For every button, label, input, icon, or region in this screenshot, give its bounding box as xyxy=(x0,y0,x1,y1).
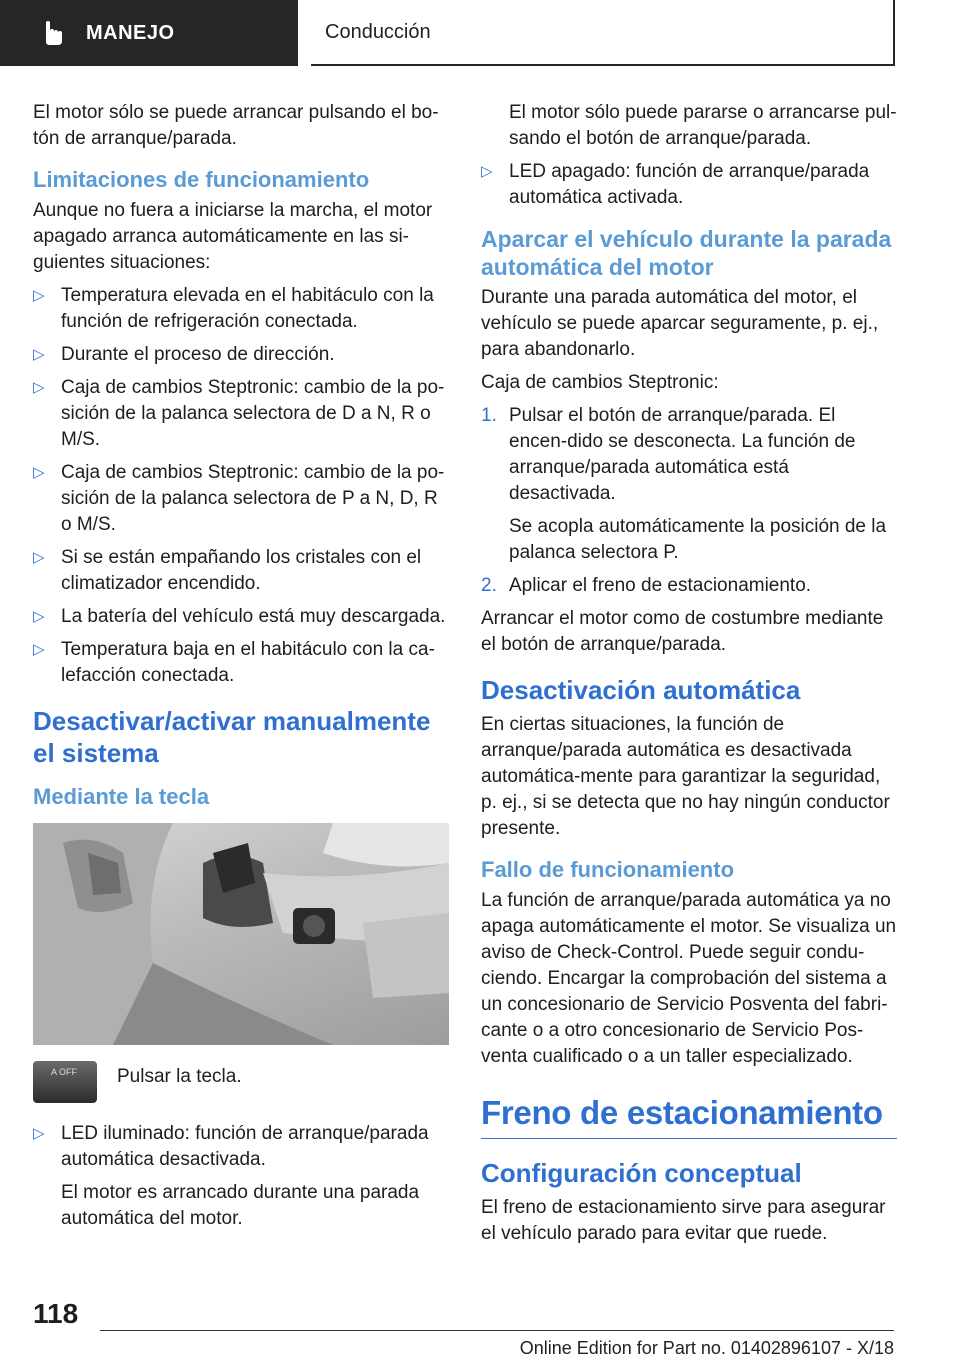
auto-deactivation-heading: Desactivación automática xyxy=(481,675,801,705)
triangle-bullet-icon: ▷ xyxy=(33,287,45,304)
list-item: ▷ Temperatura elevada en el habitáculo con la función de refrigeración conectada. xyxy=(33,285,434,332)
steps-list xyxy=(481,403,897,599)
step-subtext: Se acopla automáticamente la posición de la palanca selectora P. xyxy=(509,516,887,563)
steering-illustration xyxy=(33,823,449,1045)
header-underline xyxy=(0,64,298,66)
list-item: ▷ Caja de cambios Steptronic: cambio de la po-sición de la palanca selectora de P a N, D, R o M/S. xyxy=(33,462,445,535)
concept-heading: Configuración conceptual xyxy=(481,1158,802,1188)
list-item: ▷ Caja de cambios Steptronic: cambio de la po-sición de la palanca selectora de D a N, R o M/S. xyxy=(33,377,445,450)
triangle-bullet-icon: ▷ xyxy=(33,641,45,658)
footer-rule xyxy=(100,1330,894,1331)
auto-start-stop-button-icon: A OFF xyxy=(33,1061,97,1103)
auto-deactivation-text: En ciertas situaciones, la función de arranque/parada automática es desactivada automática-mente para garantizar la seguridad, p. ej., si se detecta que no hay ningún conductor presente. xyxy=(481,714,890,839)
parking-brake-heading: Freno de estacionamiento xyxy=(481,1094,883,1131)
edition-note: Online Edition for Part no. 01402896107 - X/18 xyxy=(519,1338,894,1358)
list-item: ▷ LED iluminado: función de arranque/parada automática desactivada. El motor es arrancado durante una parada automática del motor. xyxy=(33,1121,449,1232)
list-item: ▷ La batería del vehículo está muy descargada. xyxy=(33,604,449,630)
led-off-list xyxy=(481,159,897,211)
triangle-bullet-icon: ▷ xyxy=(33,608,45,625)
manual-heading: Desactivar/activar manualmente el sistema xyxy=(33,706,431,768)
list-item: ▷ Si se están empañando los cristales con el climatizador encendido. xyxy=(33,547,422,594)
malfunction-text: La función de arranque/parada automática ya no apaga automáticamente el motor. Se visualiza un aviso de Check-Control. Puede seguir condu-ciendo. Encargar la comprobación del sistema a un concesionario de Servicio Posventa del fabri-cante o a otro concesionario de Servicio Pos-venta cualificado o a un taller especializado. xyxy=(481,890,897,1067)
list-item: 1. Pulsar el botón de arranque/parada. El encen-dido se desconecta. La función de arranque/parada automática está desactivada. Se acopla automáticamente la posición de la palanca selectora P. xyxy=(481,403,897,566)
chapter-label: Conducción xyxy=(325,20,431,43)
page-number: 118 xyxy=(33,1298,79,1329)
triangle-bullet-icon: ▷ xyxy=(33,379,45,396)
park-text: Durante una parada automática del motor, el vehículo se puede aparcar seguramente, p. ej., para abandonarlo. xyxy=(481,287,879,360)
steptronic-label: Caja de cambios Steptronic: xyxy=(481,372,719,393)
start-engine-text: Arrancar el motor como de costumbre mediante el botón de arranque/parada. xyxy=(481,608,884,655)
limitations-heading: Limitaciones de funcionamiento xyxy=(33,167,370,192)
triangle-bullet-icon: ▷ xyxy=(481,163,493,180)
list-item: 2. Aplicar el freno de estacionamiento. xyxy=(481,575,812,596)
section-label: MANEJO xyxy=(86,21,175,44)
continued-text: El motor sólo puede pararse o arrancarse pul-sando el botón de arranque/parada. xyxy=(509,102,897,149)
park-heading: Aparcar el vehículo durante la parada automática del motor xyxy=(481,226,892,280)
triangle-bullet-icon: ▷ xyxy=(33,346,45,363)
triangle-bullet-icon: ▷ xyxy=(33,1125,45,1142)
chapter-tab xyxy=(311,0,895,66)
led-list xyxy=(33,1121,449,1232)
hand-icon xyxy=(40,20,66,46)
section-tab xyxy=(0,0,298,66)
triangle-bullet-icon: ▷ xyxy=(33,464,45,481)
press-button-text: Pulsar la tecla. xyxy=(117,1066,242,1087)
steering-column-photo xyxy=(33,823,449,1045)
limitations-list xyxy=(33,283,449,689)
heading-rule xyxy=(481,1138,897,1139)
triangle-bullet-icon: ▷ xyxy=(33,549,45,566)
left-column xyxy=(33,100,449,1232)
limitations-text: Aunque no fuera a iniciarse la marcha, el motor apagado arranca automáticamente en las si-guientes situaciones: xyxy=(33,200,433,273)
button-instruction-row xyxy=(33,1061,449,1103)
led-on-subtext: El motor es arrancado durante una parada automática del motor. xyxy=(61,1182,420,1229)
list-item: ▷ LED apagado: función de arranque/parada automática activada. xyxy=(481,161,870,208)
list-item: ▷ Temperatura baja en el habitáculo con la ca-lefacción conectada. xyxy=(33,639,435,686)
right-column xyxy=(481,100,897,1247)
list-item: ▷ Durante el proceso de dirección. xyxy=(33,342,449,368)
concept-text: El freno de estacionamiento sirve para asegurar el vehículo parado para evitar que ruede. xyxy=(481,1197,886,1244)
malfunction-heading: Fallo de funcionamiento xyxy=(481,857,735,882)
button-heading: Mediante la tecla xyxy=(33,784,210,809)
intro-text: El motor sólo se puede arrancar pulsando el bo-tón de arranque/parada. xyxy=(33,102,439,149)
